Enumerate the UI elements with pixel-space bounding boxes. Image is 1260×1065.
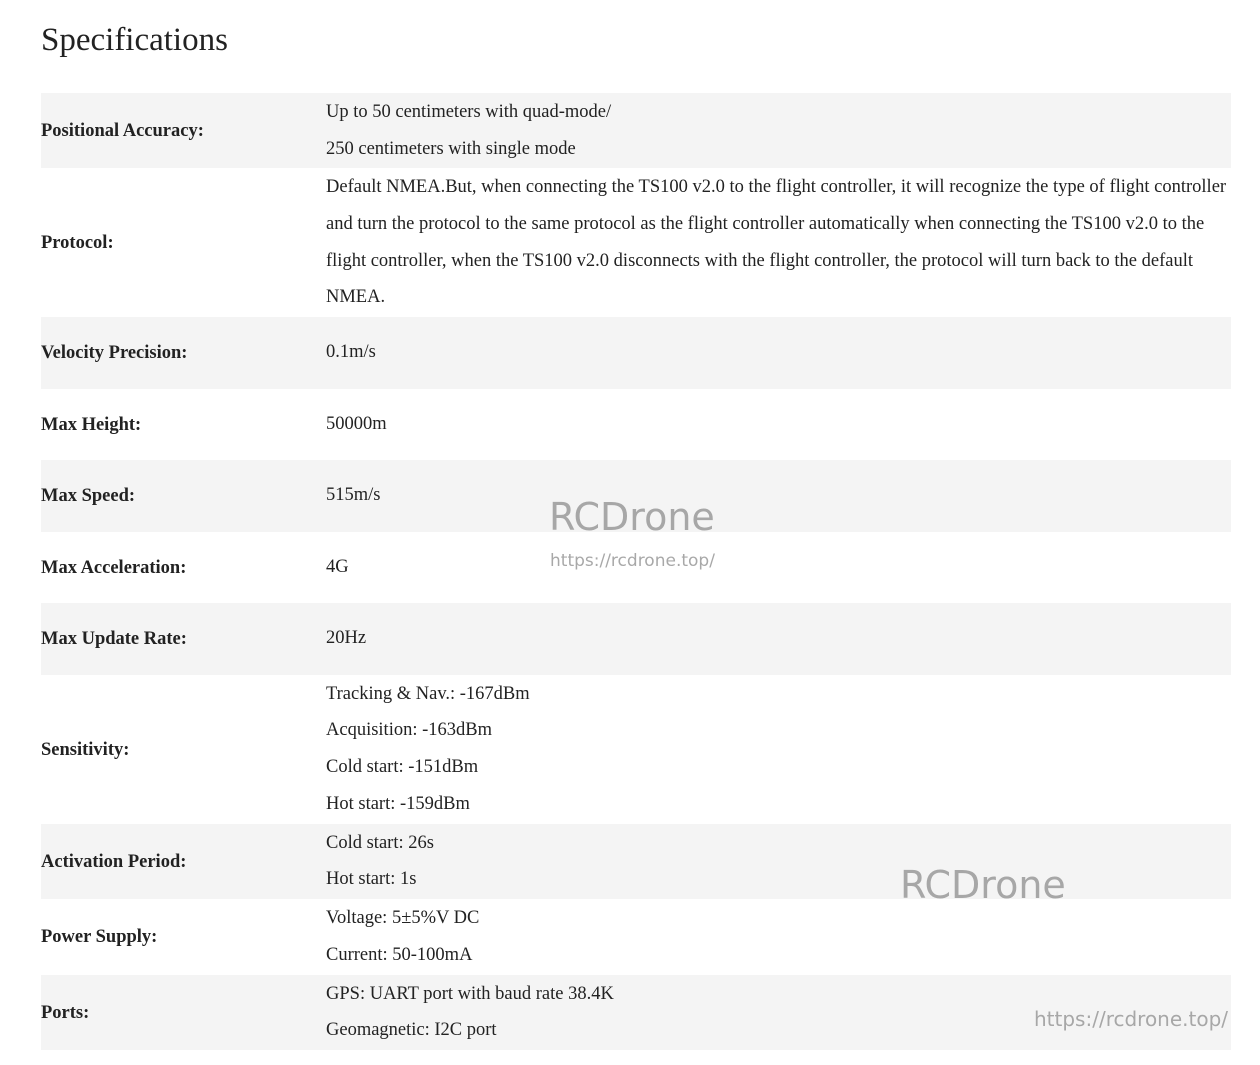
spec-value	[326, 389, 1231, 461]
spec-label: Protocol:	[41, 233, 114, 253]
spec-row-max-height	[41, 389, 1231, 461]
spec-label: Velocity Precision:	[41, 317, 326, 389]
spec-label: Max Height:	[41, 414, 142, 435]
spec-value	[326, 93, 1231, 168]
spec-value	[326, 675, 1231, 824]
spec-row-protocol	[41, 168, 1231, 317]
spec-value-line: 50000m	[326, 413, 387, 434]
spec-value	[326, 899, 1231, 975]
spec-row-ports	[41, 975, 1231, 1051]
spec-row-activation-period	[41, 824, 1231, 900]
spec-value	[326, 603, 1231, 675]
spec-value-line: 0.1m/s	[326, 342, 376, 363]
spec-value-line: Cold start: 26s	[326, 832, 434, 853]
spec-value-line: Tracking & Nav.: -167dBm	[326, 683, 530, 704]
watermark-logo: RCDrone	[900, 863, 1066, 907]
spec-row-power-supply	[41, 899, 1231, 975]
watermark-url: https://rcdrone.top/	[1034, 1007, 1229, 1031]
spec-value	[326, 532, 1231, 604]
spec-row-sensitivity	[41, 675, 1231, 824]
spec-value-line: Cold start: -151dBm	[326, 757, 479, 777]
watermark-url: https://rcdrone.top/	[550, 551, 715, 571]
spec-label: Max Acceleration:	[41, 557, 187, 578]
spec-row-max-acceleration	[41, 532, 1231, 604]
spec-value-line: Hot start: -159dBm	[326, 793, 470, 814]
spec-label: Sensitivity:	[41, 739, 130, 760]
spec-value-line: Geomagnetic: I2C port	[326, 1020, 497, 1041]
specifications-table	[41, 93, 1231, 1050]
spec-value	[326, 317, 1231, 389]
spec-value	[326, 824, 1231, 900]
spec-value-line: Acquisition: -163dBm	[326, 720, 492, 741]
spec-label: Positional Accuracy:	[41, 93, 326, 168]
spec-value-line: Current: 50-100mA	[326, 944, 473, 965]
spec-row-max-speed	[41, 460, 1231, 532]
spec-label: Ports:	[41, 975, 326, 1051]
spec-label: Max Update Rate:	[41, 603, 326, 675]
spec-value-line: 4G	[326, 556, 349, 577]
spec-label: Power Supply:	[41, 927, 158, 948]
spec-row-velocity-precision	[41, 317, 1231, 389]
spec-value-line: Up to 50 centimeters with quad-mode/	[326, 101, 612, 122]
spec-value-line: 250 centimeters with single mode	[326, 138, 576, 159]
spec-value: Default NMEA.But, when connecting the TS100 v2.0 to the flight controller, it will recognize the type of flight controller and turn the protocol to the same protocol as the flight controller automatically when connecting the TS100 v2.0 to the flight controller, when the TS100 v2.0 disconnects with the flight controller, the protocol will turn back to the default NMEA.	[326, 177, 1227, 308]
spec-row-positional-accuracy	[41, 93, 1231, 168]
spec-value	[326, 460, 1231, 532]
watermark-logo: RCDrone	[549, 495, 715, 539]
spec-value-line: Hot start: 1s	[326, 869, 417, 890]
page-title: Specifications	[41, 22, 228, 58]
spec-value-line: 515m/s	[326, 485, 381, 506]
spec-label: Max Speed:	[41, 460, 326, 532]
spec-value-line: 20Hz	[326, 628, 367, 649]
spec-row-max-update-rate	[41, 603, 1231, 675]
spec-value-line: GPS: UART port with baud rate 38.4K	[326, 983, 614, 1004]
spec-label: Activation Period:	[41, 824, 326, 900]
spec-value-line: Voltage: 5±5%V DC	[326, 908, 480, 929]
spec-value	[326, 975, 1231, 1051]
